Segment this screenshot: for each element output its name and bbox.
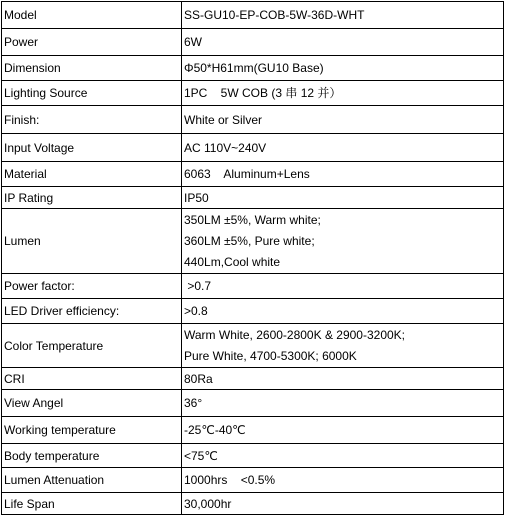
- spec-label: Life Span: [2, 493, 182, 515]
- spec-value: 30,000hr: [182, 493, 504, 515]
- spec-row-life-span: [2, 493, 504, 515]
- spec-value: [182, 324, 504, 368]
- spec-value: -25℃-40℃: [182, 417, 504, 444]
- spec-value: <75℃: [182, 444, 504, 468]
- spec-value: AC 110V~240V: [182, 134, 504, 162]
- spec-label: Lumen Attenuation: [2, 468, 182, 493]
- spec-row-input-voltage: [2, 134, 504, 162]
- spec-label: Power factor:: [2, 274, 182, 299]
- spec-value-line: 350LM ±5%, Warm white;: [184, 212, 321, 227]
- spec-row-ip-rating: [2, 187, 504, 209]
- spec-table: [1, 1, 504, 515]
- spec-label: Power: [2, 29, 182, 56]
- spec-value: White or Silver: [182, 106, 504, 134]
- spec-label: Lighting Source: [2, 81, 182, 106]
- spec-value: 1000hrs <0.5%: [182, 468, 504, 493]
- spec-value: 6W: [182, 29, 504, 56]
- spec-label: Input Voltage: [2, 134, 182, 162]
- spec-label: Color Temperature: [2, 324, 182, 368]
- spec-value: 36°: [182, 390, 504, 417]
- spec-value: 80Ra: [182, 368, 504, 390]
- spec-row-body-temperature: [2, 444, 504, 468]
- spec-row-lumen-attenuation: [2, 468, 504, 493]
- spec-row-view-angel: [2, 390, 504, 417]
- spec-value: 6063 Aluminum+Lens: [182, 162, 504, 187]
- spec-label: IP Rating: [2, 187, 182, 209]
- spec-value: SS-GU10-EP-COB-5W-36D-WHT: [182, 2, 504, 29]
- spec-row-dimension: [2, 56, 504, 81]
- spec-label: Body temperature: [2, 444, 182, 468]
- spec-label: View Angel: [2, 390, 182, 417]
- spec-value-line: Pure White, 4700-5300K; 6000K: [184, 348, 357, 363]
- spec-value: Φ50*H61mm(GU10 Base): [182, 56, 504, 81]
- spec-value: IP50: [182, 187, 504, 209]
- spec-label: Lumen: [2, 209, 182, 274]
- spec-label: Model: [2, 2, 182, 29]
- spec-value-line: 360LM ±5%, Pure white;: [184, 233, 315, 248]
- spec-row-material: [2, 162, 504, 187]
- spec-label: Finish:: [2, 106, 182, 134]
- spec-row-lumen: [2, 209, 504, 274]
- spec-label: Dimension: [2, 56, 182, 81]
- spec-row-power-factor: [2, 274, 504, 299]
- spec-label: LED Driver efficiency:: [2, 299, 182, 324]
- spec-row-led-driver-efficiency: [2, 299, 504, 324]
- spec-row-finish: [2, 106, 504, 134]
- spec-value: >0.7: [182, 274, 504, 299]
- spec-label: Working temperature: [2, 417, 182, 444]
- spec-label: CRI: [2, 368, 182, 390]
- spec-label: Material: [2, 162, 182, 187]
- spec-row-lighting-source: [2, 81, 504, 106]
- spec-value: 1PC 5W COB (3 串 12 并）: [182, 81, 504, 106]
- spec-row-power: [2, 29, 504, 56]
- spec-row-model: [2, 2, 504, 29]
- spec-row-color-temperature: [2, 324, 504, 368]
- spec-value-line: Warm White, 2600-2800K & 2900-3200K;: [184, 327, 406, 342]
- spec-row-working-temperature: [2, 417, 504, 444]
- spec-row-cri: [2, 368, 504, 390]
- spec-value: [182, 209, 504, 274]
- spec-value: >0.8: [182, 299, 504, 324]
- spec-value-line: 440Lm,Cool white: [184, 254, 281, 269]
